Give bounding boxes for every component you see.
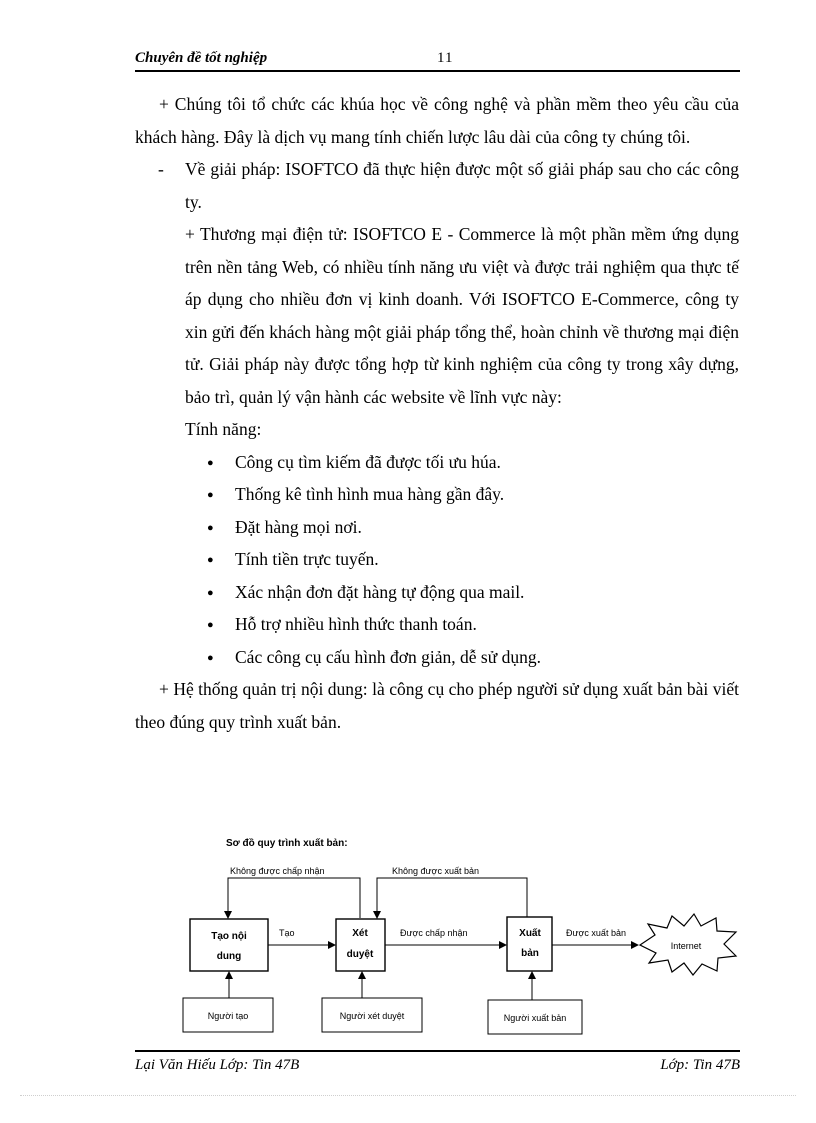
page-header: [135, 48, 740, 70]
publisher-label: Người xuất bản: [503, 1013, 567, 1023]
create-box-label-2: dung: [216, 951, 242, 962]
feature-item: ● Đặt hàng mọi nơi.: [235, 511, 739, 544]
feature-item: ● Các công cụ cấu hình đơn giản, dễ sử dụng.: [235, 641, 739, 674]
dash-marker: -: [158, 159, 164, 179]
publishing-diagram: [180, 832, 740, 1042]
feature-item: ● Công cụ tìm kiếm đã được tối ưu húa.: [235, 446, 739, 479]
review-box-label-1: Xét: [352, 928, 368, 939]
footer-author: Lại Văn Hiếu Lớp: Tin 47B: [135, 1057, 300, 1073]
creator-label: Người tạo: [207, 1011, 249, 1021]
features-label: Tính năng:: [185, 419, 262, 439]
intro-paragraph: + Chúng tôi tổ chức các khúa học về công nghệ và phần mềm theo yêu cầu của khách hàng. Đây là dịch vụ mang tính chiến lược lâu dài của công ty chúng tôi.: [135, 94, 739, 147]
footer-rule: [135, 1050, 740, 1052]
header-rule: [135, 70, 740, 72]
review-box-label-2: duyệt: [346, 949, 374, 960]
feedback-label-1: Không được chấp nhận: [230, 866, 325, 876]
feedback-arrow-2: [377, 878, 527, 918]
feature-item: ● Tính tiền trực tuyến.: [235, 543, 739, 576]
features-list: [135, 446, 739, 674]
diagram-svg: [180, 832, 740, 1042]
create-edge-label: Tạo: [279, 928, 295, 938]
feature-item: ● Xác nhận đơn đặt hàng tự động qua mail.: [235, 576, 739, 609]
feature-item: ● Hỗ trợ nhiều hình thức thanh toán.: [235, 608, 739, 641]
reviewer-label: Người xét duyệt: [339, 1011, 405, 1021]
internet-label: Internet: [670, 941, 702, 951]
accepted-edge-label: Được chấp nhận: [400, 928, 468, 938]
ecommerce-block: [135, 218, 739, 446]
publish-box-label-1: Xuất: [519, 928, 541, 939]
published-edge-label: Được xuất bản: [566, 928, 626, 938]
create-box-label-1: Tạo nội: [211, 931, 247, 942]
solution-item: [135, 153, 739, 218]
publish-box: [507, 917, 552, 971]
feedback-arrow-1: [228, 878, 360, 918]
publish-box-label-2: bản: [521, 948, 539, 959]
feedback-label-2: Không được xuất bản: [392, 866, 479, 876]
page-number: 11: [437, 50, 454, 66]
solution-paragraph: Về giải pháp: ISOFTCO đã thực hiện được một số giải pháp sau cho các công ty.: [185, 159, 739, 212]
create-content-box: [190, 919, 268, 971]
page-bottom-border: [20, 1095, 796, 1096]
diagram-title: Sơ đồ quy trình xuất bản:: [226, 838, 348, 849]
ecommerce-paragraph: + Thương mại điện tử: ISOFTCO E - Commerce là một phần mềm ứng dụng trên nền tảng Web, có nhiều tính năng ưu việt và được trải nghiệm qua thực tế áp dụng cho nhiều đơn vị kinh doanh. Với ISOFTCO E-Commerce, công ty xin gửi đến khách hàng một giải pháp tổng thể, hoàn chỉnh về thương mại điện tử. Giải pháp này được tổng hợp từ kinh nghiệm của công ty trong xây dựng, bảo trì, quản lý vận hành các website về lĩnh vực này:: [185, 224, 739, 407]
document-body: [135, 88, 739, 738]
feature-item: ● Thống kê tình hình mua hàng gần đây.: [235, 478, 739, 511]
review-box: [336, 919, 385, 971]
cms-paragraph: + Hệ thống quản trị nội dung: là công cụ cho phép người sử dụng xuất bản bài viết theo đúng quy trình xuất bản.: [135, 679, 739, 732]
footer-class: Lớp: Tin 47B: [660, 1057, 740, 1073]
header-title: Chuyên đề tốt nghiệp: [135, 50, 268, 66]
